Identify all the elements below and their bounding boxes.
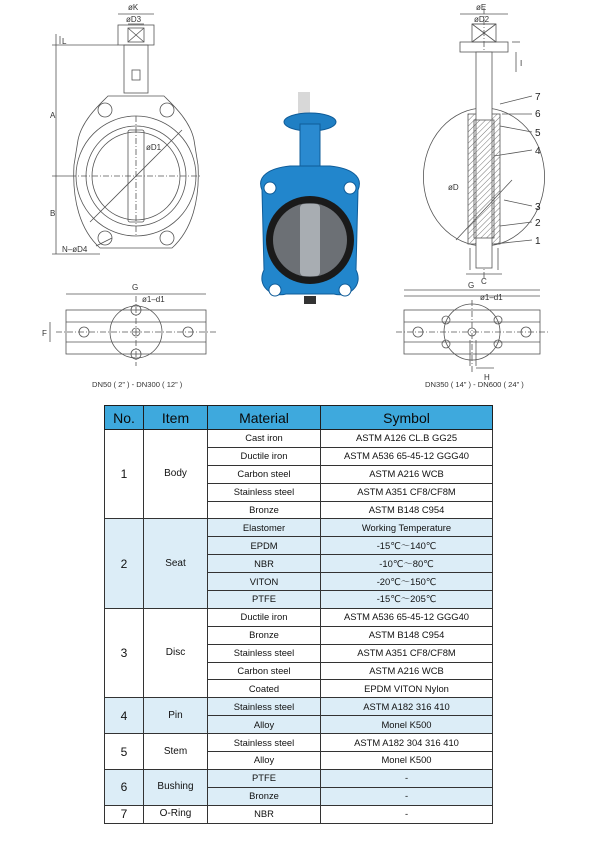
callout-5: 5 [535,128,541,139]
dim-label-phi-left: ø1–d1 [142,295,165,304]
cell-item: Disc [144,608,208,697]
cell-no: 4 [105,698,144,734]
cell-symbol: ASTM A182 316 410 [321,698,493,716]
cell-symbol: ASTM A126 CL.B GG25 [321,430,493,448]
cell-item: Bushing [144,769,208,805]
cell-item: Seat [144,519,208,608]
cell-material: Ductile iron [208,608,321,626]
cell-material: Elastomer [208,519,321,537]
cell-symbol: -10℃～80℃ [321,555,493,573]
cell-no: 5 [105,734,144,770]
cell-symbol: EPDM VITON Nylon [321,680,493,698]
cell-material: PTFE [208,591,321,609]
cell-symbol: ASTM A216 WCB [321,662,493,680]
cell-symbol: - [321,787,493,805]
table-row [105,430,493,448]
dim-label-i: I [520,59,523,68]
side-view-drawing [396,8,548,372]
table-body [105,430,493,824]
cell-material: NBR [208,805,321,823]
dim-label-nd4: N–øD4 [62,245,88,254]
header-item: Item [144,406,208,430]
dim-label-l: L [62,37,67,46]
cell-material: Stainless steel [208,698,321,716]
dim-label-k: øK [128,3,139,12]
cell-material: Bronze [208,501,321,519]
cell-material: EPDM [208,537,321,555]
callout-6: 6 [535,109,541,120]
header-material: Material [208,406,321,430]
cell-material: Cast iron [208,430,321,448]
cell-material: PTFE [208,769,321,787]
header-symbol: Symbol [321,406,493,430]
callout-1: 1 [535,236,541,247]
dim-label-g-right: G [468,281,475,290]
cell-material: Carbon steel [208,465,321,483]
cell-material: Bronze [208,787,321,805]
valve-photo [261,92,360,304]
cell-symbol: -15℃～205℃ [321,591,493,609]
table-row [105,698,493,716]
dim-label-g-left: G [132,283,139,292]
technical-drawing [0,0,595,400]
materials-table [104,405,493,824]
header-no: No. [105,406,144,430]
cell-symbol: ASTM B148 C954 [321,501,493,519]
cell-material: Bronze [208,626,321,644]
cell-item: O-Ring [144,805,208,823]
cell-no: 3 [105,608,144,697]
table-row [105,519,493,537]
dim-label-h: H [484,373,490,382]
cell-item: Pin [144,698,208,734]
dim-label-phi-right: ø1–d1 [480,293,503,302]
cell-material: Ductile iron [208,447,321,465]
cell-symbol: ASTM A351 CF8/CF8M [321,644,493,662]
cell-symbol: - [321,805,493,823]
caption-right: DN350 ( 14” ) - DN600 ( 24” ) [425,380,524,389]
cell-material: Stainless steel [208,734,321,752]
cell-material: NBR [208,555,321,573]
dim-label-d3: øD3 [126,15,142,24]
callout-4: 4 [535,146,541,157]
cell-symbol: ASTM A536 65-45-12 GGG40 [321,447,493,465]
cell-symbol: Monel K500 [321,752,493,770]
cell-symbol: ASTM A536 65-45-12 GGG40 [321,608,493,626]
dim-label-d1: øD1 [146,143,162,152]
callout-2: 2 [535,218,541,229]
cell-item: Stem [144,734,208,770]
cell-material: Coated [208,680,321,698]
dim-label-f: F [42,329,47,338]
cell-symbol: ASTM A182 304 316 410 [321,734,493,752]
cell-symbol: Working Temperature [321,519,493,537]
table-row [105,608,493,626]
cell-no: 6 [105,769,144,805]
cell-no: 2 [105,519,144,608]
dim-label-d2: øD2 [474,15,490,24]
cell-material: Alloy [208,716,321,734]
table-row [105,805,493,823]
dim-label-d: øD [448,183,459,192]
caption-left: DN50 ( 2” ) - DN300 ( 12” ) [92,380,183,389]
dim-label-a: A [50,111,56,120]
cell-no: 1 [105,430,144,519]
cell-symbol: ASTM A351 CF8/CF8M [321,483,493,501]
cell-material: Carbon steel [208,662,321,680]
table-header-row [105,406,493,430]
dim-label-b: B [50,209,56,218]
cell-material: Stainless steel [208,483,321,501]
dim-label-c: C [481,277,487,286]
cell-symbol: ASTM B148 C954 [321,626,493,644]
cell-symbol: -15℃～140℃ [321,537,493,555]
front-view-drawing [50,14,216,366]
cell-symbol: -20℃～150℃ [321,573,493,591]
cell-no: 7 [105,805,144,823]
table-row [105,769,493,787]
cell-symbol: Monel K500 [321,716,493,734]
cell-symbol: ASTM A216 WCB [321,465,493,483]
cell-material: VITON [208,573,321,591]
cell-symbol: - [321,769,493,787]
cell-item: Body [144,430,208,519]
cell-material: Alloy [208,752,321,770]
dim-label-e: øE [476,3,487,12]
callout-7: 7 [535,92,541,103]
cell-material: Stainless steel [208,644,321,662]
table-row [105,734,493,752]
callout-3: 3 [535,202,541,213]
